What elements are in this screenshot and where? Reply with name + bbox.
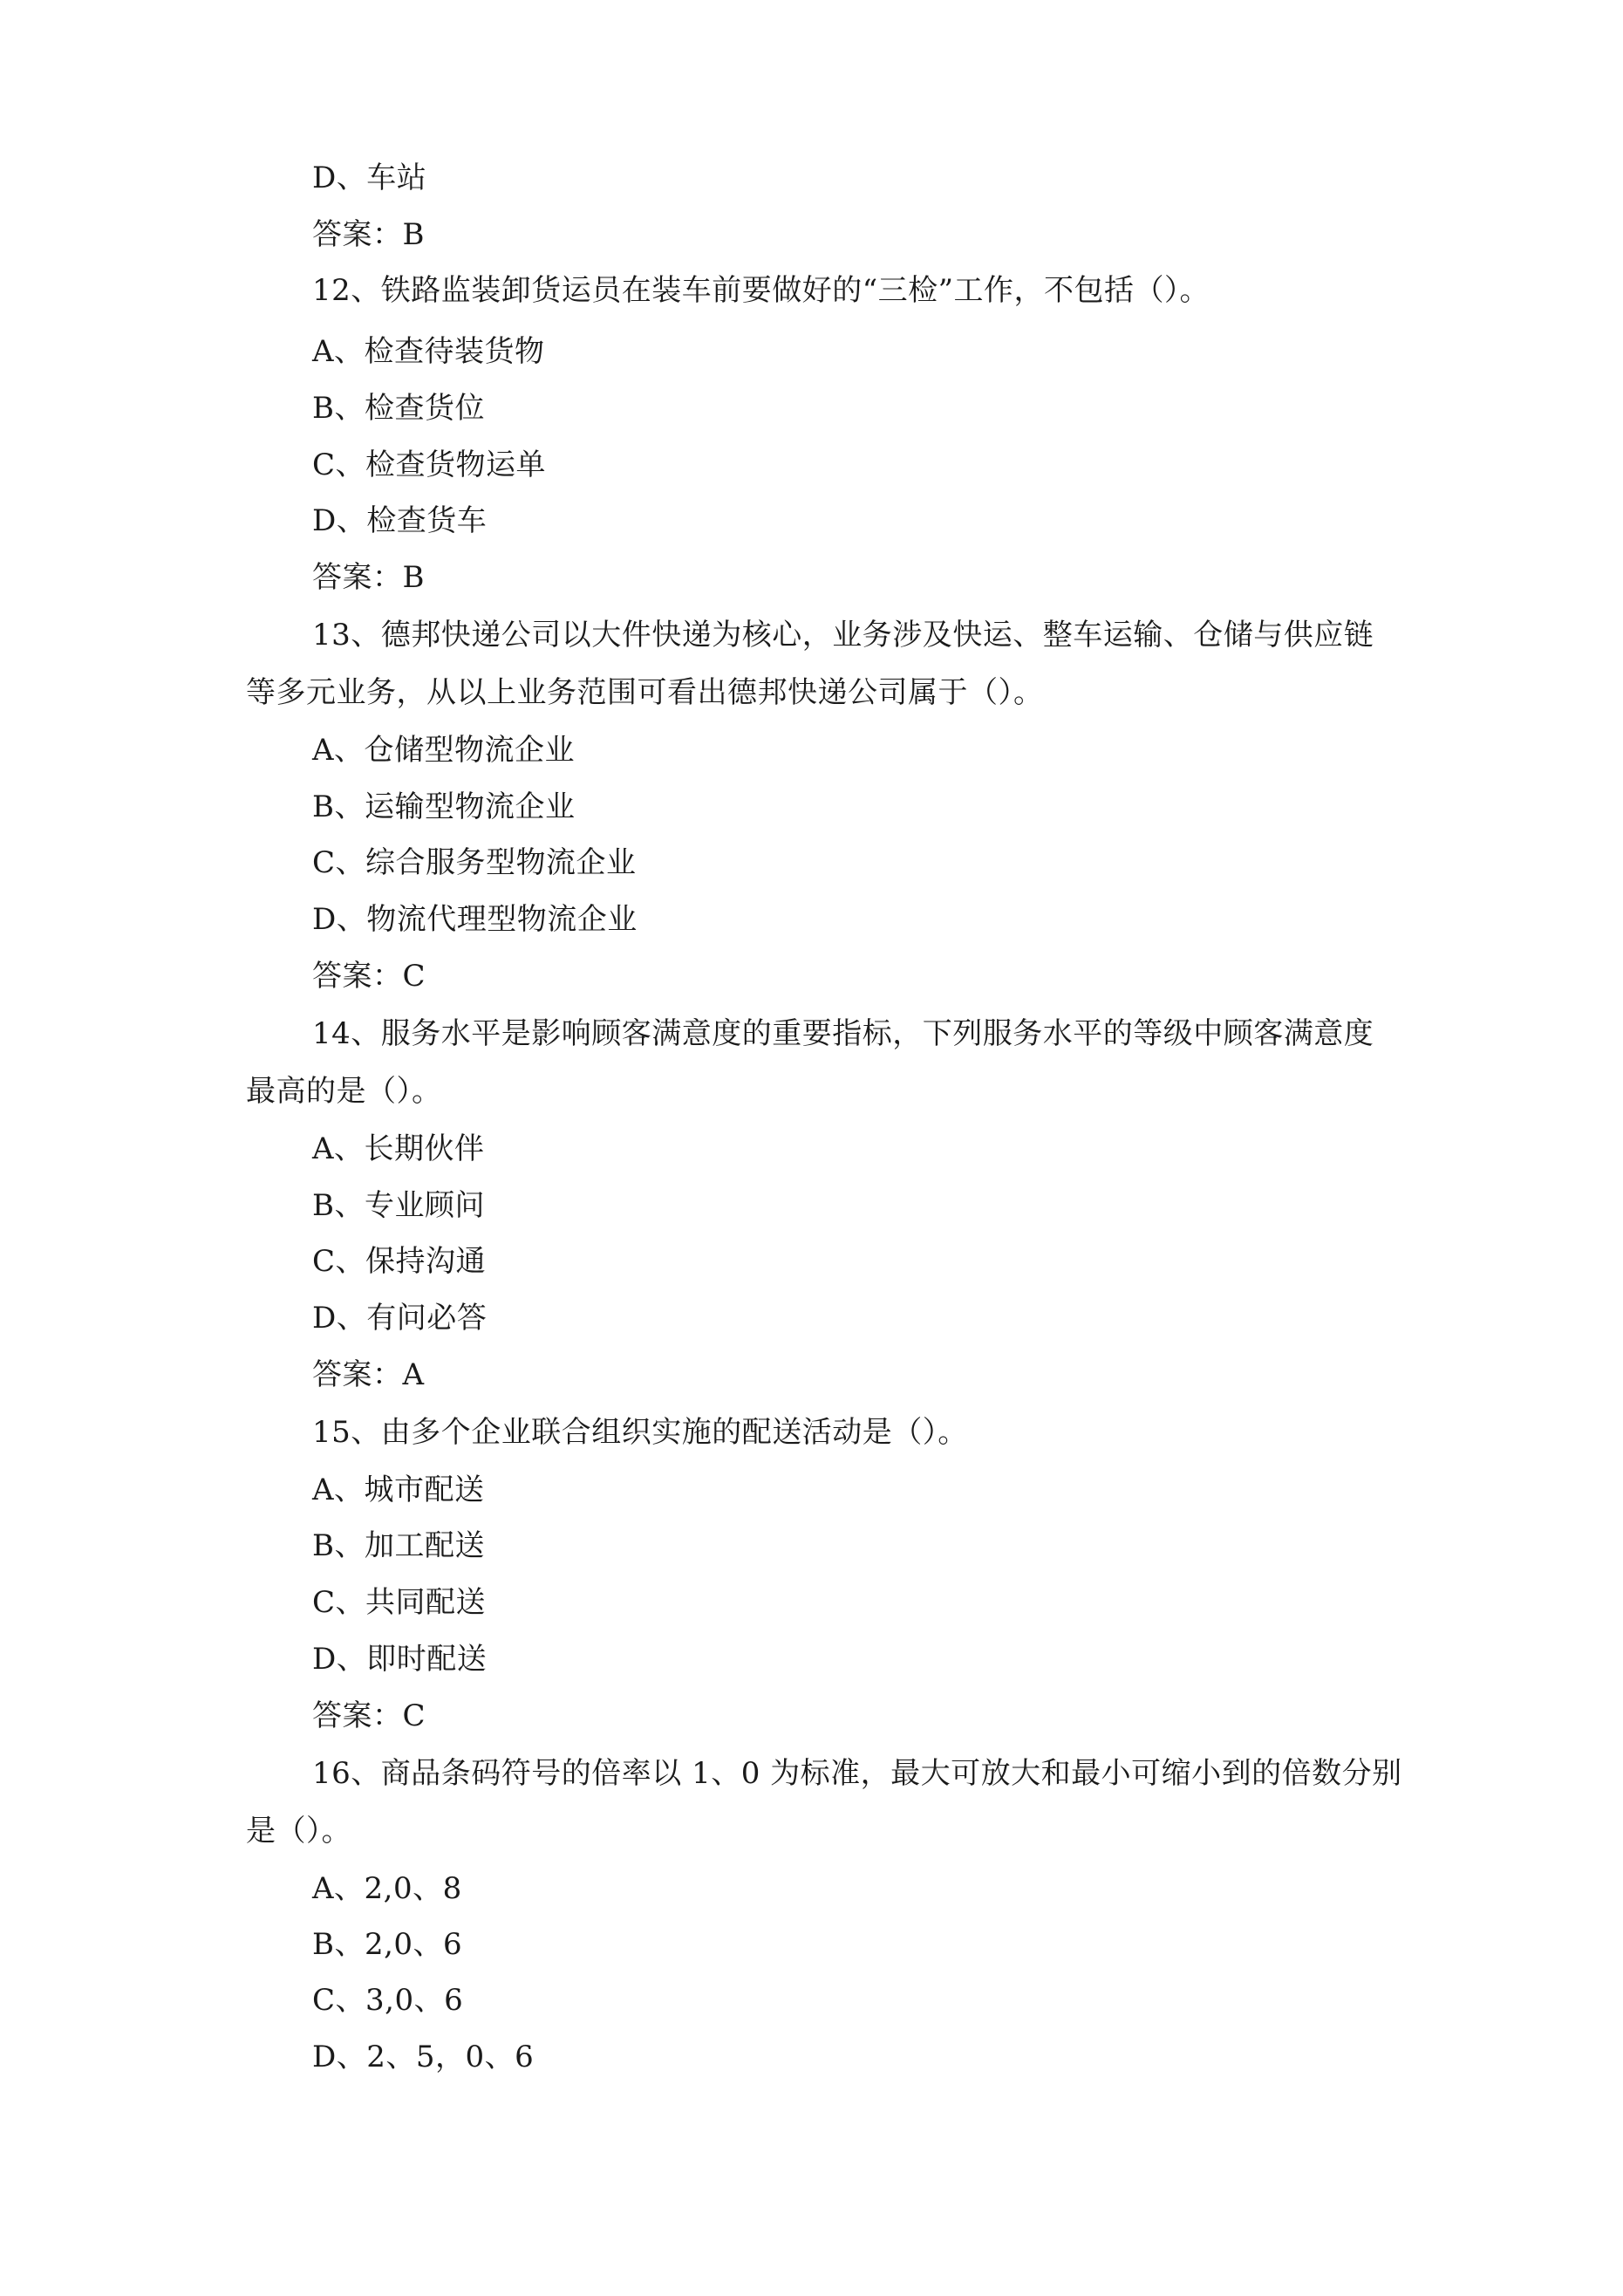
option-line: B、运输型物流企业 <box>312 789 576 824</box>
option-line: B、检查货位 <box>312 391 485 426</box>
option-line: B、加工配送 <box>312 1528 485 1563</box>
option-line: D、2、5，0、6 <box>312 2040 535 2074</box>
option-line: C、综合服务型物流企业 <box>312 845 637 880</box>
question-line: 是（）。 <box>246 1814 351 1848</box>
option-line: D、即时配送 <box>312 1642 488 1677</box>
option-line: C、保持沟通 <box>312 1244 487 1279</box>
option-line: A、仓储型物流企业 <box>312 733 576 768</box>
option-line: A、检查待装货物 <box>312 334 545 369</box>
option-line: C、检查货物运单 <box>312 448 547 482</box>
option-line: C、共同配送 <box>312 1585 487 1620</box>
option-line: A、城市配送 <box>312 1473 485 1507</box>
option-line: D、有问必答 <box>312 1301 488 1336</box>
option-line: A、长期伙伴 <box>312 1131 485 1166</box>
question-line: 等多元业务，从以上业务范围可看出德邦快递公司属于（）。 <box>246 675 1044 710</box>
question-line: 14、服务水平是影响顾客满意度的重要指标，下列服务水平的等级中顾客满意度 <box>312 1016 1374 1051</box>
question-line: 16、商品条码符号的倍率以 1、0 为标准，最大可放大和最小可缩小到的倍数分别 <box>312 1756 1402 1791</box>
option-line: B、专业顾问 <box>312 1188 485 1223</box>
option-line: C、3,0、6 <box>312 1983 464 2018</box>
question-line: 15、由多个企业联合组织实施的配送活动是（）。 <box>312 1415 968 1450</box>
answer-line: 答案：B <box>312 560 425 595</box>
option-line: A、2,0、8 <box>312 1871 462 1906</box>
answer-line: 答案：C <box>312 959 426 994</box>
option-line: D、检查货车 <box>312 503 488 538</box>
answer-line: 答案：B <box>312 217 425 252</box>
option-line: D、车站 <box>312 161 427 195</box>
answer-line: 答案：A <box>312 1357 425 1392</box>
option-line: B、2,0、6 <box>312 1927 463 1962</box>
question-line: 最高的是（）。 <box>246 1074 442 1109</box>
answer-line: 答案：C <box>312 1698 426 1733</box>
option-line: D、物流代理型物流企业 <box>312 902 638 937</box>
question-line: 13、德邦快递公司以大件快递为核心，业务涉及快运、整车运输、仓储与供应链 <box>312 618 1374 653</box>
question-line: 12、铁路监装卸货运员在装车前要做好的“三检”工作，不包括（）。 <box>312 273 1210 308</box>
